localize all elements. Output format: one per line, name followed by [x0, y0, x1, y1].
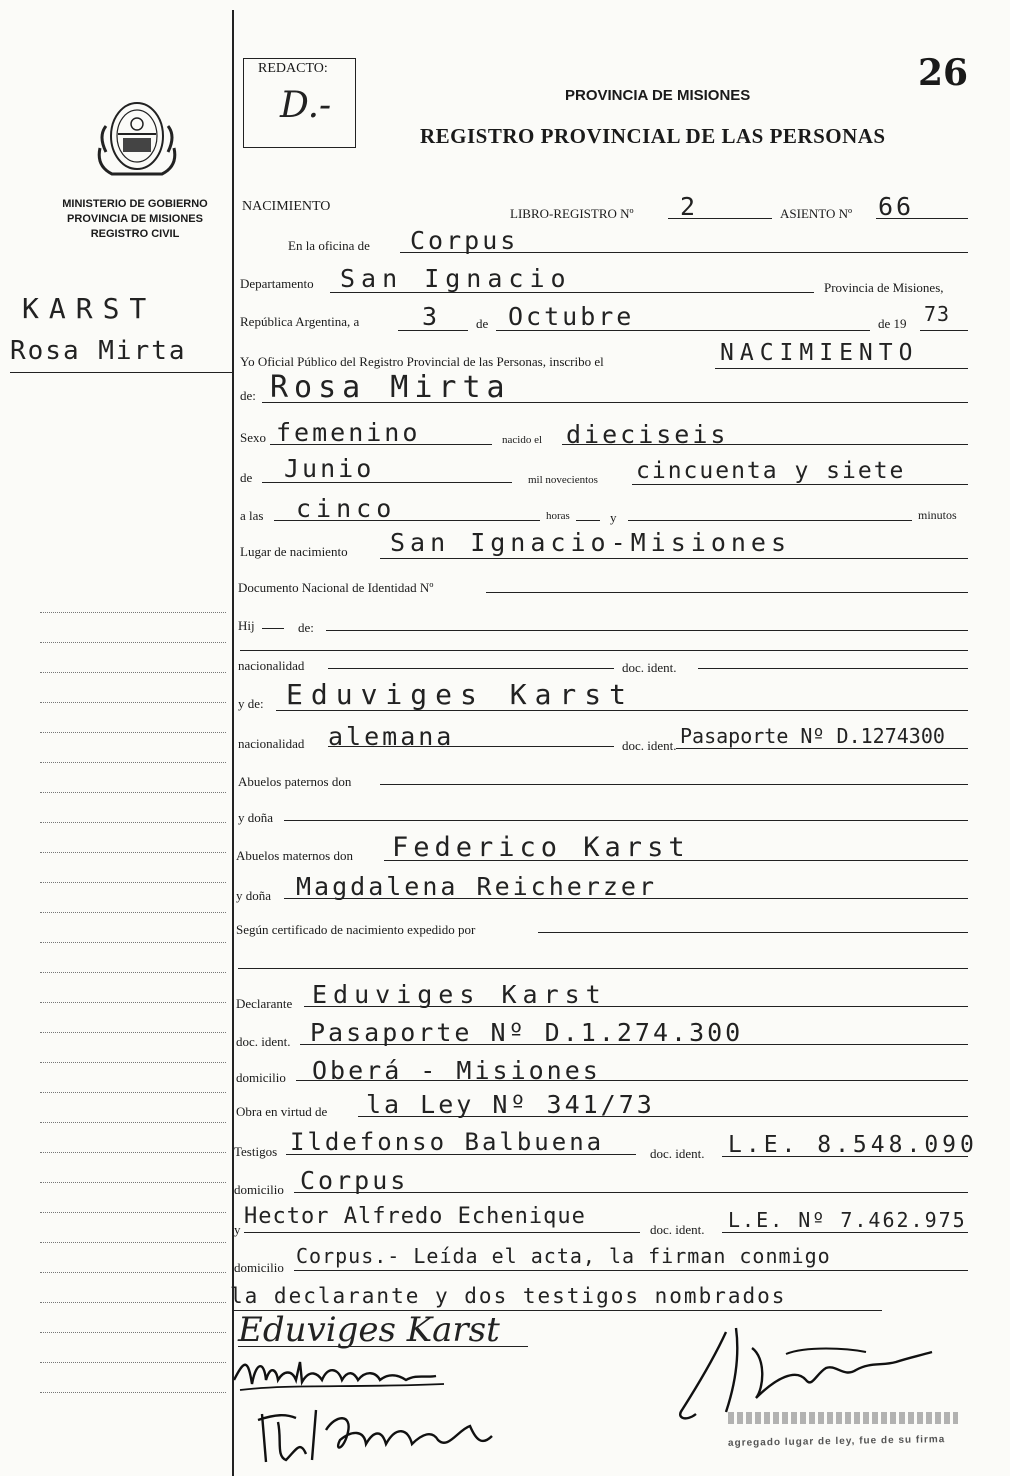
dni-line — [486, 592, 968, 593]
testigo2-doc-value: L.E. Nº 7.462.975 — [728, 1208, 967, 1232]
margin-note-line — [40, 852, 226, 853]
anio-line — [920, 330, 968, 331]
margin-note-line — [40, 1212, 226, 1213]
side-heading — [40, 197, 230, 242]
side-civil: REGISTRO CIVIL — [90, 228, 180, 240]
testigo1-doc-value: L.E. 8.548.090 — [728, 1132, 978, 1158]
margin-note-line — [40, 1392, 226, 1393]
margin-note-line — [40, 972, 226, 973]
testigo2-doc-label: doc. ident. — [650, 1222, 705, 1237]
declarante-label: Declarante — [236, 996, 293, 1011]
provincia-suffix: Provincia de Misiones, — [824, 280, 944, 295]
mil-label: mil novecientos — [528, 474, 598, 486]
de-label-2: de — [240, 470, 253, 485]
obra-value: la Ley Nº 341/73 — [366, 1090, 655, 1119]
dni-label: Documento Nacional de Identidad Nº — [238, 580, 434, 595]
declarante-value: Eduviges Karst — [312, 980, 607, 1009]
margin-note-line — [40, 822, 226, 823]
libro-value: 2 — [680, 192, 699, 221]
cierre-text: la declarante y dos testigos nombrados — [230, 1284, 787, 1308]
abuelos-pat-line — [380, 784, 968, 785]
abuela-mat-label: y doña — [236, 888, 272, 903]
margin-note-line — [40, 1182, 226, 1183]
vertical-divider — [232, 10, 234, 1476]
yde-label: y de: — [238, 696, 264, 711]
departamento-value: San Ignacio — [340, 264, 572, 293]
asiento-label: ASIENTO Nº — [780, 206, 853, 221]
testigo1-dom-line — [294, 1192, 968, 1193]
testigo1-line — [286, 1154, 636, 1155]
lugar-value: San Ignacio-Misiones — [390, 528, 792, 557]
testigo1-doc-label: doc. ident. — [650, 1146, 705, 1161]
hij-de-label: de: — [298, 620, 314, 635]
doc-padre-line — [698, 668, 968, 669]
oficina-line — [400, 252, 968, 253]
sexo-line — [270, 444, 492, 445]
margin-note-line — [40, 1152, 226, 1153]
hora-value: cinco — [296, 494, 397, 523]
redacto-value: D.- — [280, 85, 332, 126]
oficina-value: Corpus — [410, 226, 519, 255]
segun-label: Según certificado de nacimiento expedido por — [236, 922, 476, 937]
signature-underline — [238, 1346, 528, 1347]
nac-madre-label: nacionalidad — [238, 736, 305, 751]
margin-note-line — [40, 1242, 226, 1243]
republica-label: República Argentina, a — [240, 314, 360, 329]
hora-line — [274, 520, 540, 521]
obra-line — [358, 1116, 968, 1117]
inscribo-value: NACIMIENTO — [720, 340, 919, 366]
testigo1-doc-line — [722, 1156, 968, 1157]
anio-nac-line — [632, 484, 968, 485]
asiento-value: 66 — [878, 192, 915, 221]
testigos-label: Testigos — [234, 1144, 278, 1159]
abuela-mat-line — [284, 898, 968, 899]
minutos-label: minutos — [918, 508, 957, 522]
abuelo-mat-line — [384, 860, 968, 861]
oficial-text: Yo Oficial Público del Registro Provincial de las Personas, inscribo el — [240, 354, 604, 369]
stamp-bar — [728, 1412, 958, 1424]
segun-line-2 — [238, 968, 968, 969]
act-type: NACIMIENTO — [242, 199, 331, 214]
inscribo-line — [715, 368, 968, 369]
mes-value: Octubre — [508, 302, 635, 331]
testigo1-dom-label: domicilio — [234, 1182, 284, 1197]
lugar-line — [380, 558, 968, 559]
nac-padre-line — [328, 668, 614, 669]
margin-note-line — [40, 942, 226, 943]
anio-nac-value: cincuenta y siete — [636, 458, 906, 484]
margin-note-line — [40, 732, 226, 733]
mes-line — [496, 330, 870, 331]
nac-madre-value: alemana — [328, 722, 455, 751]
margin-note-line — [40, 612, 226, 613]
hij-line-2 — [240, 650, 968, 651]
margin-note-line — [40, 1302, 226, 1303]
redacto-label: REDACTO: — [258, 61, 328, 76]
hij-line-1 — [326, 630, 968, 631]
abuelo-mat-value: Federico Karst — [392, 832, 690, 863]
margin-note-line — [40, 1122, 226, 1123]
doc-madre-label: doc. ident. — [622, 738, 677, 753]
declarante-dom-line — [296, 1080, 968, 1081]
margin-note-line — [40, 912, 226, 913]
stamp-text: agregado lugar de ley, fue de su firma — [727, 1434, 946, 1449]
testigo2-y-label: y — [234, 1222, 241, 1237]
nombre-value: Rosa Mirta — [270, 370, 511, 405]
de-anio-label: de 19 — [878, 316, 907, 331]
madre-value: Eduviges Karst — [286, 678, 635, 711]
madre-line — [276, 710, 968, 711]
lugar-label: Lugar de nacimiento — [240, 544, 348, 559]
header-province: PROVINCIA DE MISIONES — [565, 87, 751, 104]
departamento-line — [330, 292, 814, 293]
nac-padre-label: nacionalidad — [238, 658, 305, 673]
alas-label: a las — [240, 508, 264, 523]
page-number: 26 — [918, 52, 969, 94]
declarante-doc-value: Pasaporte Nº D.1.274.300 — [310, 1018, 744, 1047]
asiento-line — [876, 218, 968, 219]
margin-note-line — [40, 1272, 226, 1273]
hij-label: Hij — [238, 618, 255, 633]
testigo2-doc-line — [722, 1232, 968, 1233]
margin-note-line — [40, 672, 226, 673]
testigo2-value: Hector Alfredo Echenique — [244, 1204, 586, 1229]
libro-label: LIBRO-REGISTRO Nº — [510, 206, 634, 221]
testigo2-line — [244, 1232, 640, 1233]
mes-nac-value: Junio — [284, 454, 375, 483]
side-ministry: MINISTERIO DE GOBIERNO — [62, 198, 208, 210]
testigo2-dom-value: Corpus.- Leída el acta, la firman conmigo — [296, 1244, 831, 1268]
sexo-value: femenino — [276, 418, 421, 447]
witness1-signature — [230, 1350, 450, 1398]
header-registry: REGISTRO PROVINCIAL DE LAS PERSONAS — [420, 124, 886, 148]
obra-label: Obra en virtud de — [236, 1104, 328, 1119]
doc-padre-label: doc. ident. — [622, 660, 677, 675]
abuela-pat-label: y doña — [238, 810, 274, 825]
declarante-doc-line — [300, 1044, 968, 1045]
doc-madre-line — [676, 748, 968, 749]
witness2-signature — [256, 1400, 506, 1470]
dia-value: 3 — [422, 302, 441, 331]
mes-nac-line — [262, 482, 512, 483]
margin-note-line — [40, 1002, 226, 1003]
side-name-underline — [10, 372, 232, 373]
horas-line — [576, 520, 600, 521]
testigo1-dom-value: Corpus — [300, 1166, 409, 1195]
margin-note-line — [40, 702, 226, 703]
side-province: PROVINCIA DE MISIONES — [67, 213, 203, 225]
nombre-label: de: — [240, 388, 256, 403]
dia-nac-value: dieciseis — [566, 420, 729, 449]
nac-madre-line — [328, 746, 614, 747]
anio-value: 73 — [924, 302, 951, 326]
margin-note-line — [40, 792, 226, 793]
dia-nac-line — [562, 444, 968, 445]
redacto-box — [243, 58, 356, 148]
declarante-dom-label: domicilio — [236, 1070, 286, 1085]
side-surname: KARST — [22, 292, 157, 325]
minutos-line — [628, 520, 912, 521]
testigo2-dom-label: domicilio — [234, 1260, 284, 1275]
y-label: y — [610, 510, 617, 525]
margin-note-line — [40, 882, 226, 883]
margin-note-line — [40, 762, 226, 763]
nombre-line — [262, 402, 968, 403]
margin-note-line — [40, 642, 226, 643]
abuela-mat-value: Magdalena Reicherzer — [296, 872, 658, 901]
margin-note-line — [40, 1362, 226, 1363]
nacido-label: nacido el — [502, 434, 543, 446]
libro-line — [668, 218, 772, 219]
testigo1-value: Ildefonso Balbuena — [290, 1128, 605, 1156]
hij-blank — [262, 628, 284, 629]
horas-label: horas — [546, 510, 570, 522]
abuelos-pat-label: Abuelos paternos don — [238, 774, 352, 789]
abuelos-mat-label: Abuelos maternos don — [236, 848, 353, 863]
margin-note-line — [40, 1332, 226, 1333]
oficina-label: En la oficina de — [288, 238, 370, 253]
doc-madre-value: Pasaporte Nº D.1274300 — [680, 724, 945, 748]
testigo2-dom-line — [294, 1270, 968, 1271]
declarante-doc-label: doc. ident. — [236, 1034, 291, 1049]
dia-line — [398, 330, 468, 331]
de-label: de — [476, 316, 489, 331]
side-given-name: Rosa Mirta — [10, 336, 187, 366]
segun-line-1 — [538, 932, 968, 933]
abuela-pat-line — [284, 820, 968, 821]
margin-note-line — [40, 1032, 226, 1033]
departamento-label: Departamento — [240, 276, 314, 291]
sexo-label: Sexo — [240, 430, 266, 445]
declarante-signature: Eduviges Karst — [238, 1310, 500, 1350]
margin-note-line — [40, 1092, 226, 1093]
margin-note-line — [40, 1062, 226, 1063]
declarante-line — [304, 1006, 968, 1007]
coat-of-arms-seal — [92, 96, 182, 182]
declarante-dom-value: Oberá - Misiones — [312, 1056, 601, 1085]
